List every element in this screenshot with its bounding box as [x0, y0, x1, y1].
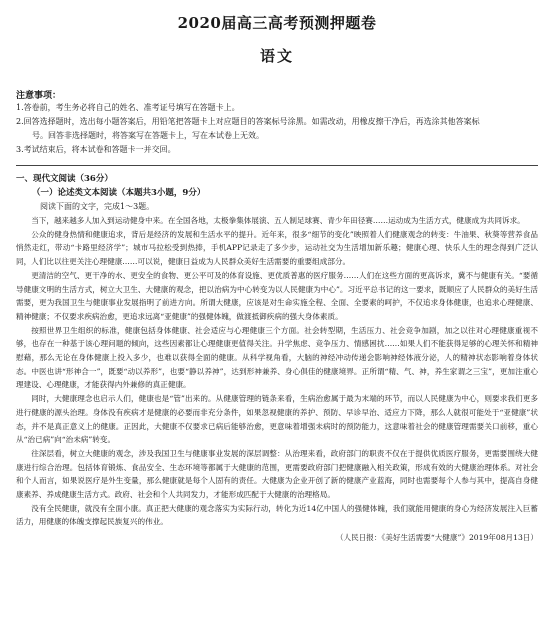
- note-item: 1.答卷前，考生务必将自己的姓名、准考证号填写在答题卡上。: [16, 103, 240, 112]
- passage-paragraph: 同时，大健康理念也启示人们，健康也是“管”出来的。从健康管理的链条来看，生病治愈属于最为末端的环节，而以人民健康为中心，则要求我们更多进行健康的源头治理。身体没有疾病才是健康的必要而非充分条件，如果忽视健康的养护、预防、早诊早治、适应力下降，那么人就很可能处于“亚健康”状态，并不是真正意义上的健康。正因此，大健康不仅要求已病后能够治愈，更意味着增强未病时的预防能力，这意味着社会的健康管理需要关口前移，重心从“治已病”向“治未病”转变。: [16, 394, 538, 445]
- passage-paragraph: 当下，越来越多人加入到运动健身中来。在全国各地，太极拳集体展演、五人制足球赛、青少年田径赛……运动成为生活方式，健康成为共同诉求。: [31, 216, 525, 225]
- passage-paragraph: 往深层看，树立大健康的观念，涉及我国卫生与健康事业发展的深层调整：从治理来看，政府部门的职责不仅在于提供优质医疗服务，更需要围绕大健康进行综合治理。包括体育锻炼、食品安全、生态环境等都属于大健康的范围，更需要政府部门把健康融入相关政策，形成有效的大健康治理体系。对社会和个人而言，如果说医疗是外生变量，那么健康就是每个人固有的责任。大健康为企业开创了新的健康产业蓝海，同时也需要每个人参与其中，提高自身健康素养、养成健康生活方式。政府、社会和个人共同发力，才能形成匹配于大健康的治理格局。: [16, 448, 538, 500]
- reading-instruction: 阅读下面的文字，完成1～3题。: [40, 202, 155, 211]
- passage-source: （人民日报：《美好生活需要“大健康”》2019年08月13日）: [335, 533, 538, 543]
- section-title: 一、现代文阅读（36分）: [16, 174, 113, 184]
- passage: [16, 214, 538, 529]
- divider: [16, 165, 538, 166]
- subject-title: 语文: [259, 47, 294, 65]
- passage-paragraph: 更清洁的空气、更干净的水、更安全的食物、更公平可及的体育设施、更优质普惠的医疗服务……人们在这些方面的更高诉求，冀不与健康有关。“要循导健康文明的生活方式，树立大卫生、大健康的观念，把以治病为中心转变为以人民健康为中心”。习近平总书记的这一要求，既顺应了人民群众的美好生活需要，更为我国卫生与健康事业发展指明了前进方向。所谓大健康，应该是对生命实施全程、全面、全要素的呵护，不仅追求身体健康，也追求心理健康、精神健康；不仅要求疾病治愈，更追求远离“亚健康”的强健体魄，做渡抵御疾病的强大身体素质。: [16, 270, 538, 321]
- notes-block: [16, 88, 538, 157]
- passage-paragraph: 按照世界卫生组织的标准，健康包括身体健康、社会适应与心理健康三个方面。社会转型期，生活压力、社会竞争加剧，加之以往对心理健康重视不够，也存在一种基于该心理问题的倾向，这些因素都让心理健康更值得关注。升学焦虑、竞争压力、情感困扰……如果人们不能获得足够的心理关怀和精神慰藉，那么无论在身体健康上投入多少，也难以获得全面的健康。从科学视角看，大脑的神经冲动传递会影响神经体液分泌，人的精神状态影响着身体状态。中医也讲“形神合一”，既要“动以养形”，也要“静以养神”，达到形神兼养、身心俱佳的健康境界。正所谓“精、气、神，养生家谓之三宝”，更加注重心理建设、心理健康，才能获得内外兼修的真正健康。: [16, 325, 538, 390]
- subsection-title: （一）论述类文本阅读（本题共3小题，9分）: [32, 188, 206, 198]
- exam-title: 2020届高三高考预测押题卷: [177, 14, 377, 32]
- passage-paragraph: 公众的健身热情和健康追求，背后是经济的发展和生活水平的提升。近年来，很多“细节的变化”映照着人们健康观念的转变：牛油果、秋葵等营养食品悄然走红，带动“卡路里经济学”；城市马拉松受到热捧，手机APP记录走了多少步，运动社交为生活增加新乐趣；健康心理、快乐人生的理念得到广泛认同，人们比以往更关注心理健康……可以说，健康日益成为人民群众美好生活需要的重要组成部分。: [16, 229, 538, 267]
- note-item: 3.考试结束后，将本试卷和答题卡一并交回。: [16, 145, 176, 154]
- passage-paragraph: 没有全民健康，就没有全面小康。真正把大健康的观念落实为实际行动，转化为近14亿中国人的强健体魄，我们就能用健康的身心为经济发展注入巨蓄活力，用健康的体魄支撑起民族复兴的伟业。: [16, 503, 538, 527]
- notes-heading: 注意事项：: [16, 91, 62, 101]
- note-item: 2.回答选择题时，选出每小题答案后，用铅笔把答题卡上对应题目的答案标号涂黑。如需改动，用橡皮擦干净后，再选涂其他答案标: [16, 117, 480, 126]
- note-item: 号。回答非选择题时，将答案写在答题卡上，写在本试卷上无效。: [32, 131, 264, 140]
